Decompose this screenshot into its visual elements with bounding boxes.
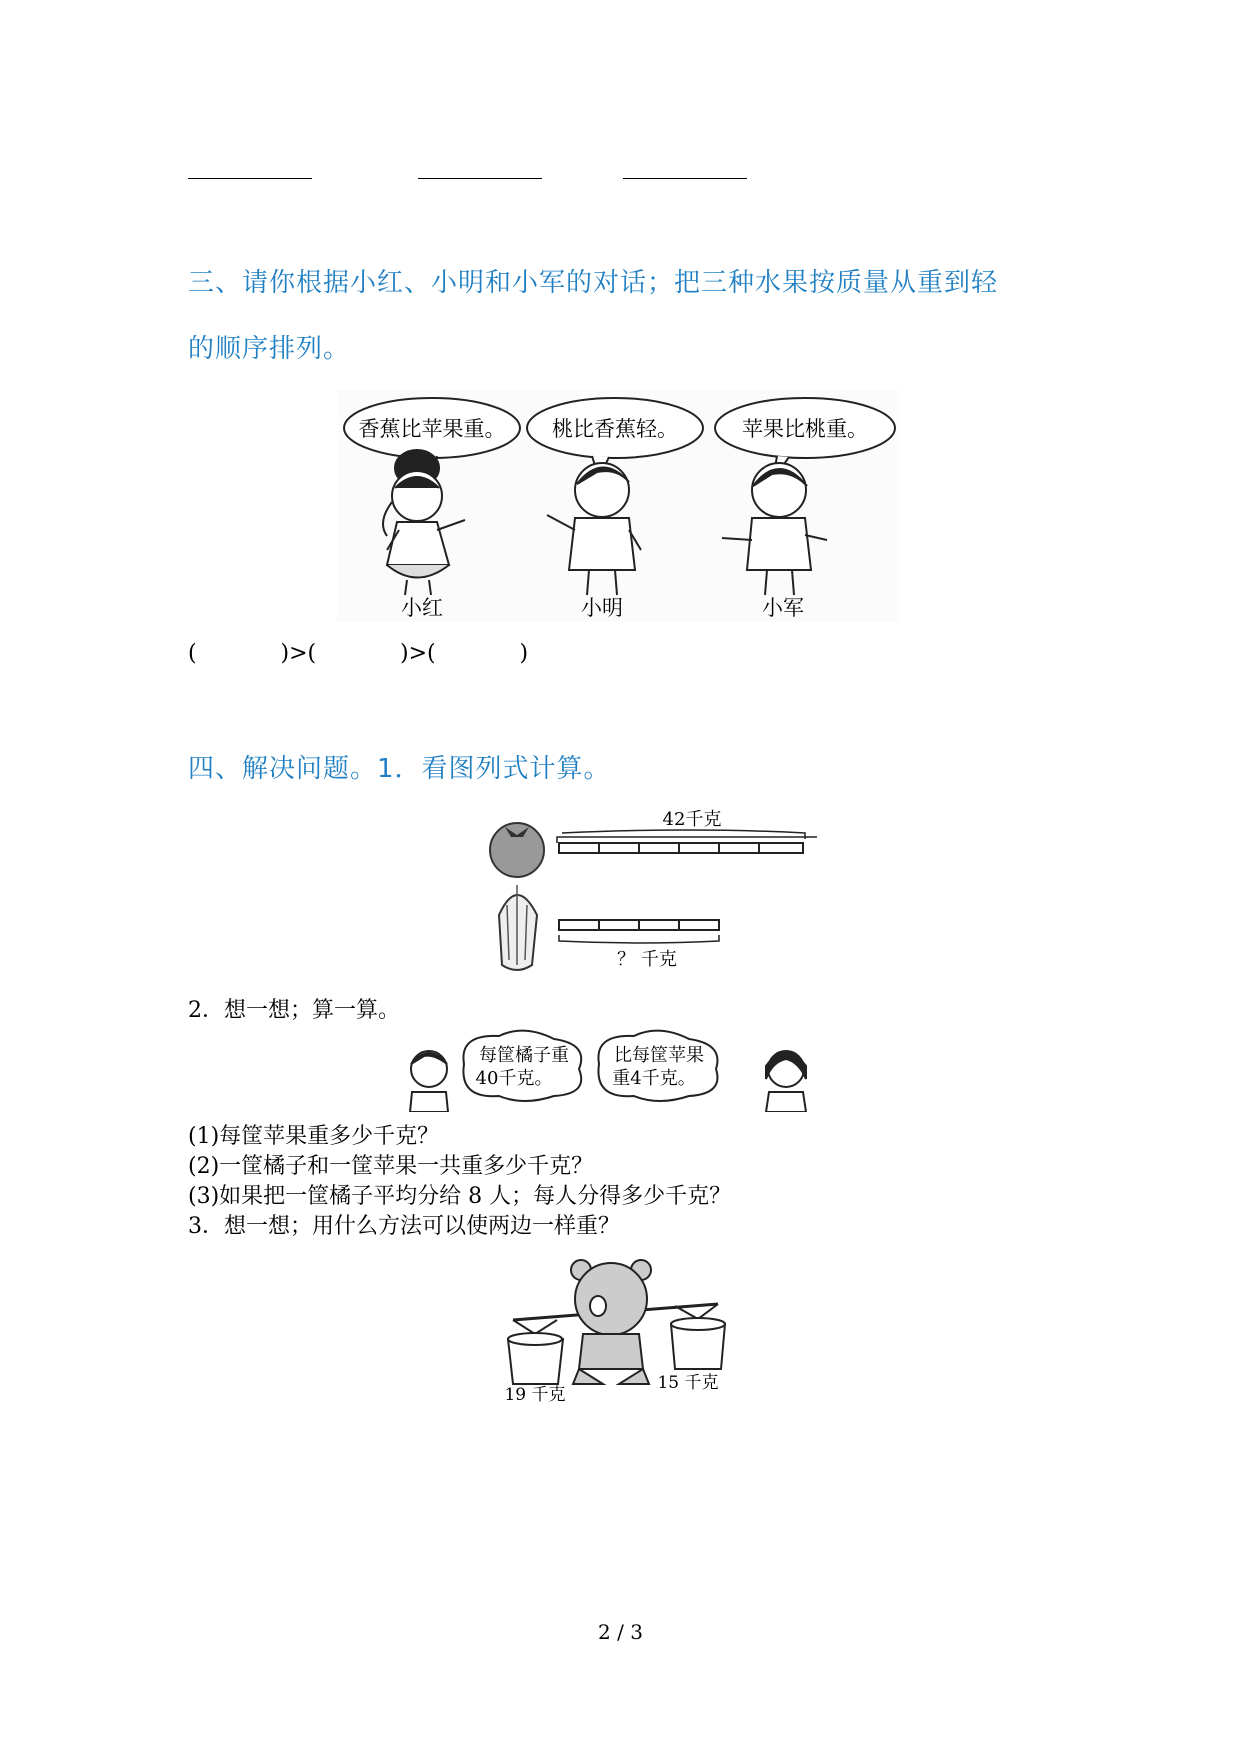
q2-title: 2．想一想；算一算。 <box>188 998 400 1023</box>
name-label-3: 小军 <box>762 596 804 620</box>
section3-title-line1: 三、请你根据小红、小明和小军的对话；把三种水果按质量从重到轻 <box>188 268 999 298</box>
section3-title-line2: 的顺序排列。 <box>188 334 351 364</box>
right-bucket-icon <box>671 1304 725 1369</box>
boy-xiaoming-illustration <box>547 463 641 595</box>
tomato-weight-label: 42千克 <box>662 809 722 830</box>
cabbage-weight-label: ？ 千克 <box>617 949 677 970</box>
bubble-girl-line1: 比每筐苹果 <box>614 1045 704 1066</box>
dialogue-figure <box>337 390 900 622</box>
q2-part1: (1)每筐苹果重多少千克？ <box>188 1124 440 1149</box>
girl-avatar <box>766 1051 806 1112</box>
answer-blank-1[interactable] <box>188 178 312 179</box>
bear-buckets-figure <box>503 1254 729 1402</box>
bubble-text-1: 香蕉比苹果重。 <box>358 417 506 441</box>
section4-title: 四、解决问题。1．看图列式计算。 <box>188 754 611 784</box>
bubble-text-2: 桃比香蕉轻。 <box>552 417 678 441</box>
bubble-boy-line2: 40千克。 <box>475 1068 553 1089</box>
left-bucket-label: 19 千克 <box>504 1385 566 1402</box>
tomato-icon <box>490 823 544 877</box>
cloud-bubble-girl <box>598 1031 717 1101</box>
boy-xiaojun-illustration <box>722 463 827 595</box>
q3-title: 3．想一想；用什么方法可以使两边一样重？ <box>188 1214 620 1239</box>
name-label-1: 小红 <box>401 596 443 620</box>
answer-blank-3[interactable] <box>623 178 747 179</box>
orange-apple-dialogue-figure <box>404 1024 820 1112</box>
page-number: 2 / 3 <box>598 1620 643 1644</box>
answer-blank-2[interactable] <box>418 178 542 179</box>
bear-illustration <box>571 1260 651 1384</box>
name-label-2: 小明 <box>581 596 623 620</box>
girl-xiaohong-illustration <box>383 450 465 595</box>
cabbage-icon <box>499 885 537 970</box>
cloud-bubble-boy <box>463 1031 581 1101</box>
bubble-girl-line2: 重4千克。 <box>612 1068 696 1089</box>
right-bucket-label: 15 千克 <box>657 1373 719 1393</box>
boy-avatar <box>410 1051 448 1112</box>
speech-bubble-3 <box>715 398 895 480</box>
left-bucket-icon <box>508 1320 563 1384</box>
weight-bar-figure <box>487 805 817 985</box>
q2-part2: (2)一筐橘子和一筐苹果一共重多少千克？ <box>188 1154 594 1179</box>
bubble-boy-line1: 每筐橘子重 <box>479 1045 569 1066</box>
order-answer-line[interactable]: ( )>( )>( ) <box>188 641 529 666</box>
bubble-text-3: 苹果比桃重。 <box>742 417 868 441</box>
q2-part3: (3)如果把一筐橘子平均分给 8 人；每人分得多少千克？ <box>188 1184 732 1209</box>
